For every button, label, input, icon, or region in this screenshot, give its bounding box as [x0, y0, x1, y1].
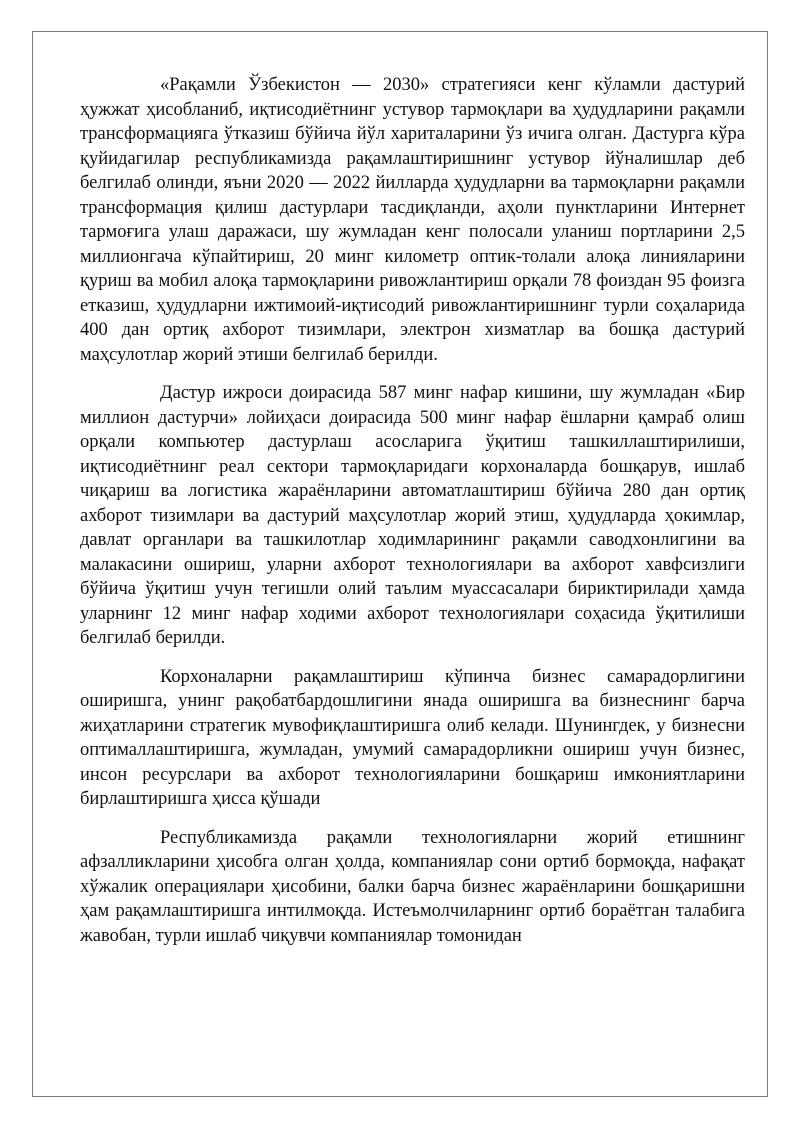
document-body: [80, 73, 745, 948]
paragraph-strategy: «Рақамли Ўзбекистон — 2030» стратегияси кенг кўламли дастурий ҳужжат ҳисобланиб, иқтисодиётнинг устувор тармоқлари ва ҳудудларини рақамли трансформацияга ўтказиш бўйича йўл хариталарини ўз ичига олган. Дастурга кўра қуйидагилар республикамизда рақамлаштиришнинг устувор йўналишлар деб белгилаб олинди, яъни 2020 — 2022 йилларда ҳудудларни ва тармоқларни рақамли трансформация қилиш дастурлари тасдиқланди, аҳоли пунктларини Интернет тармоғига улаш даражаси, шу жумладан кенг полосали уланиш портларини 2,5 миллионгача кўпайтириш, 20 минг километр оптик-толали алоқа линияларини қуриш ва мобил алоқа тармоқларини ривожлантириш орқали 78 фоиздан 95 фоизга етказиш, ҳудудларни ижтимоий-иқтисодий ривожлантиришнинг турли соҳаларида 400 дан ортиқ ахборот тизимлари, электрон хизматлар ва бошқа дастурий маҳсулотлар жорий этиши белгилаб берилди.: [80, 75, 745, 365]
paragraph-digital-technologies: Республикамизда рақамли технологияларни жорий етишнинг афзалликларини ҳисобга олган ҳолда, компаниялар сони ортиб бормоқда, нафақат хўжалик операциялари ҳисобини, балки барча бизнес жараёнларини бошқаришни ҳам рақамлаштиришга интилмоқда. Истеъмолчиларнинг ортиб бораётган талабига жавобан, турли ишлаб чиқувчи компаниялар томонидан: [80, 827, 745, 946]
paragraph-program-execution: Дастур ижроси доирасида 587 минг нафар кишини, шу жумладан «Бир миллион дастурчи» лойиҳаси доирасида 500 минг нафар ёшларни қамраб олиш орқали компьютер дастурлаш асосларига ўқитиш ташкиллаштирилиши, иқтисодиётнинг реал сектори тармоқларидаги корхоналарда бошқарув, ишлаб чиқариш ва логистика жараёнларини автоматлаштириш бўйича 280 дан ортиқ ахборот тизимлари ва дастурий маҳсулотлар жорий этиш, ҳудудларда ҳокимлар, давлат органлари ва ташкилотлар ходимларининг рақамли саводхонлигини ва малакасини ошириш, уларни ахборот технологиялари ва ахборот хавфсизлиги бўйича ўқитиш учун тегишли олий таълим муассасалари бириктирилади ҳамда уларнинг 12 минг нафар ходими ахборот технологиялари соҳасида ўқитилиши белгилаб берилди.: [80, 383, 745, 648]
paragraph-enterprise-digitalization: Корхоналарни рақамлаштириш кўпинча бизнес самарадорлигини оширишга, унинг рақобатбардошлигини янада оширишга ва бизнеснинг барча жиҳатларини стратегик мувофиқлаштиришга олиб келади. Шунингдек, у бизнесни оптималлаштиришга, жумладан, умумий самарадорликни ошириш учун бизнес, инсон ресурслари ва ахборот технологияларини бошқариш имкониятларини бирлаштиришга ҳисса қўшади: [80, 666, 745, 809]
